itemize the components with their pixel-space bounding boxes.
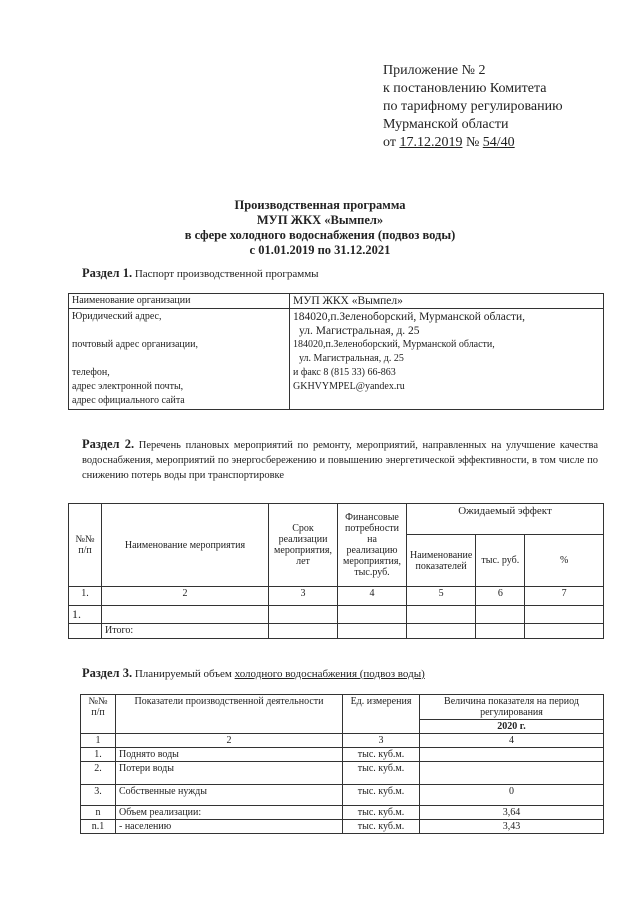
table-cell [407,606,476,624]
document-title [0,198,640,258]
date-prefix: от [383,135,396,150]
table-header-cell: Наименование мероприятия [102,504,269,587]
postal-address-value: 184020,п.Зеленоборский, Мурманской области, [293,339,495,350]
table-cell: 3 [343,734,420,748]
section3-heading [82,666,425,681]
table-header-cell: Срок реализации мероприятия, лет [269,504,338,587]
table-header-cell: тыс. руб. [476,535,525,587]
number-prefix: № [465,135,480,150]
table-cell: 4 [420,734,604,748]
table-header-cell: Ожидаемый эффект [407,504,604,535]
resolution-date: 17.12.2019 [399,135,463,150]
table-row [81,695,604,720]
table-header-cell: №№ п/п [81,695,116,734]
table-cell: 5 [407,587,476,606]
table-cell: 3 [269,587,338,606]
table-cell: 2 [116,734,343,748]
appendix-line: Мурманской области [383,117,509,132]
table-cell: n.1 [81,820,116,834]
table-cell: 1 [81,734,116,748]
phone-label: телефон, [72,367,110,378]
site-label: адрес официального сайта [72,395,185,406]
table-cell: 7 [525,587,604,606]
measures-table [68,503,604,639]
table-row [69,309,604,410]
table-cell: - населению [116,820,343,834]
table-cell: 2. [81,762,116,785]
legal-address-label: Юридический адрес, [72,311,162,322]
table-cell [525,624,604,639]
postal-address-value: ул. Магистральная, д. 25 [299,353,404,364]
section2-text: Перечень плановых мероприятий по ремонту, мероприятий, направленных на улучшение качества водоснабжения, мероприятий по энергосбережению и повышению энергетической эффективности, в том числе по снижению потерь воды при транспортировке [82,440,599,481]
title-line: МУП ЖКХ «Вымпел» [256,213,384,227]
table-cell [420,762,604,785]
table-cell [476,624,525,639]
table-cell [525,606,604,624]
table-cell: 3,43 [420,820,604,834]
table-cell: Поднято воды [116,748,343,762]
table-cell: 0 [420,785,604,806]
table-header-cell: Показатели производственной деятельности [116,695,343,734]
table-cell: МУП ЖКХ «Вымпел» [290,294,604,309]
title-line: Производственная программа [234,198,406,212]
table-cell: 1. [81,748,116,762]
table-cell: Потери воды [116,762,343,785]
table-cell: 4 [338,587,407,606]
table-row [81,748,604,762]
email-value: GKHVYMPEL@yandex.ru [293,381,405,392]
table-cell: 3,64 [420,806,604,820]
table-header-cell: Финансовые потребности на реализацию мероприятия, тыс.руб. [338,504,407,587]
postal-address-label: почтовый адрес организации, [72,339,198,350]
table-row [69,624,604,639]
table-cell [338,624,407,639]
table-cell [69,624,102,639]
table-cell [290,309,604,410]
table-cell: 3. [81,785,116,806]
table-header-cell: №№ п/п [69,504,102,587]
table-header-cell: 2020 г. [420,720,604,734]
appendix-date-line [383,134,563,152]
table-cell [102,606,269,624]
table-cell: 1. [69,587,102,606]
table-cell: тыс. куб.м. [343,785,420,806]
table-cell: Объем реализации: [116,806,343,820]
title-line: в сфере холодного водоснабжения (подвоз воды) [184,228,456,242]
table-row [81,734,604,748]
section1-label: Раздел 1. [82,266,133,280]
section2-label: Раздел 2. [82,437,135,451]
table-header-cell: Наименование показателей [407,535,476,587]
legal-address-value: ул. Магистральная, д. 25 [299,325,420,337]
legal-address-value: 184020,п.Зеленоборский, Мурманской области, [293,311,526,323]
table-row [81,806,604,820]
table-row [69,504,604,535]
table-cell [476,606,525,624]
table-header-cell: Величина показателя на период регулирования [420,695,604,720]
table-cell: Наименование организации [69,294,290,309]
table-cell [269,624,338,639]
table-cell: тыс. куб.м. [343,820,420,834]
table-cell: Итого: [102,624,269,639]
section1-heading [82,266,319,281]
table-row [81,785,604,806]
table-cell: 1. [69,606,102,624]
section3-text: Планируемый объем [134,668,232,680]
title-line: с 01.01.2019 по 31.12.2021 [249,243,391,257]
section2-heading [82,437,598,483]
section1-text: Паспорт производственной программы [134,268,319,280]
table-cell: Собственные нужды [116,785,343,806]
table-cell [407,624,476,639]
table-header-cell: Ед. измерения [343,695,420,734]
table-cell: тыс. куб.м. [343,748,420,762]
table-cell: n [81,806,116,820]
email-label: адрес электронной почты, [72,381,184,392]
section3-text-underlined: холодного водоснабжения (подвоз воды) [234,668,425,680]
section3-label: Раздел 3. [82,666,133,680]
table-row [69,294,604,309]
table-cell [269,606,338,624]
table-cell: 2 [102,587,269,606]
appendix-line: по тарифному регулированию [383,99,563,114]
appendix-line: Приложение № 2 [383,63,486,78]
phone-value: и факс 8 (815 33) 66-863 [293,367,396,378]
table-header-cell: % [525,535,604,587]
table-row [81,762,604,785]
appendix-line: к постановлению Комитета [383,81,547,96]
table-row [81,820,604,834]
volume-table [80,694,604,834]
table-cell: 6 [476,587,525,606]
resolution-number: 54/40 [482,135,515,150]
table-row [69,606,604,624]
table-cell [338,606,407,624]
table-cell: тыс. куб.м. [343,806,420,820]
table-cell: тыс. куб.м. [343,762,420,785]
table-cell [69,309,290,410]
table-cell [420,748,604,762]
appendix-block [383,62,563,152]
passport-table [68,293,604,410]
table-row [69,587,604,606]
